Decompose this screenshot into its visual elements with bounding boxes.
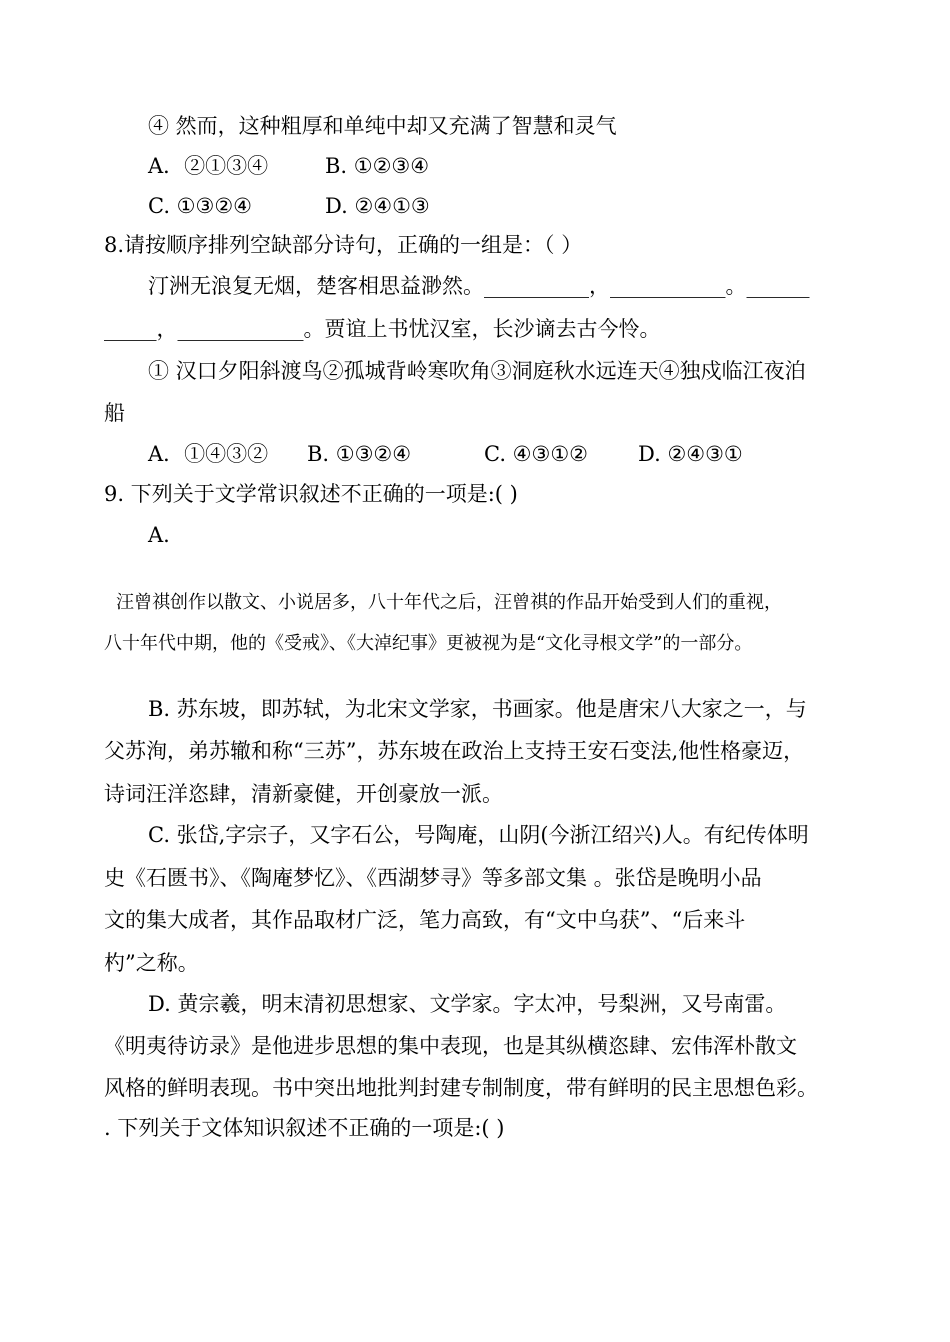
q9-option-d-line-2: 《明夷待访录》是他进步思想的集中表现，也是其纵横恣肆、宏伟浑朴散文 xyxy=(104,1034,797,1058)
q8-option-b: B. ①③②④ xyxy=(307,442,412,466)
q9-stem: 9. 下列关于文学常识叙述不正确的一项是:( ) xyxy=(104,482,518,506)
q10-stem: . 下列关于文体知识叙述不正确的一项是:( ) xyxy=(104,1116,505,1140)
q9-option-d-line-1: D. 黄宗羲，明末清初思想家、文学家。字太冲，号梨洲，又号南雷。 xyxy=(148,992,787,1016)
q8-poem-line-1: 汀洲无浪复无烟，楚客相思益渺然。__________，___________。______ xyxy=(148,274,810,298)
q7-item-4: ④ 然而，这种粗厚和单纯中却又充满了智慧和灵气 xyxy=(148,114,617,138)
q8-stem: 8.请按顺序排列空缺部分诗句，正确的一组是：（ ） xyxy=(104,233,583,257)
q7-option-c: C. ①③②④ xyxy=(148,194,252,218)
q7-option-d: D. ②④①③ xyxy=(325,194,430,218)
q9-option-c-line-2: 史《石匮书》、《陶庵梦忆》、《西湖梦寻》等多部文集 。张岱是晚明小品 xyxy=(104,866,762,890)
q7-option-a: A．②①③④ xyxy=(148,154,269,178)
q9-option-a-label: A. xyxy=(148,523,170,547)
q8-option-c: C. ④③①② xyxy=(484,442,588,466)
q9-option-c-line-3: 文的集大成者，其作品取材广泛，笔力高致，有“文中乌获”、“后来斗 xyxy=(104,908,746,932)
q9-option-c-line-4: 杓”之称。 xyxy=(104,951,199,975)
q9-option-b-line-1: B. 苏东坡，即苏轼，为北宋文学家，书画家。他是唐宋八大家之一，与 xyxy=(148,697,807,721)
q7-option-b: B. ①②③④ xyxy=(325,154,430,178)
q8-items-line-1: ① 汉口夕阳斜渡鸟②孤城背岭寒吹角③洞庭秋水远连天④独戍临江夜泊 xyxy=(148,359,806,383)
q9-option-c-line-1: C. 张岱,字宗子，又字石公，号陶庵，山阴(今浙江绍兴)人。有纪传体明 xyxy=(148,823,809,847)
q8-poem-line-2: _____，____________。贾谊上书忧汉室，长沙谪去古今怜。 xyxy=(104,317,661,341)
q9-option-a-line-1: 汪曾祺创作以散文、小说居多，八十年代之后，汪曾祺的作品开始受到人们的重视， xyxy=(116,592,782,613)
q8-option-a: A．①④③② xyxy=(148,442,269,466)
q8-option-d: D. ②④③① xyxy=(638,442,743,466)
q9-option-b-line-2: 父苏洵，弟苏辙和称“三苏”，苏东坡在政治上支持王安石变法,他性格豪迈， xyxy=(104,739,805,763)
q9-option-b-line-3: 诗词汪洋恣肆，清新豪健，开创豪放一派。 xyxy=(104,782,503,806)
q8-items-line-2: 船 xyxy=(104,401,125,425)
q9-option-a-line-2: 八十年代中期，他的《受戒》、《大淖纪事》更被视为是“文化寻根文学”的一部分。 xyxy=(104,633,753,654)
q9-option-d-line-3: 风格的鲜明表现。书中突出地批判封建专制制度，带有鲜明的民主思想色彩。 xyxy=(104,1076,818,1100)
